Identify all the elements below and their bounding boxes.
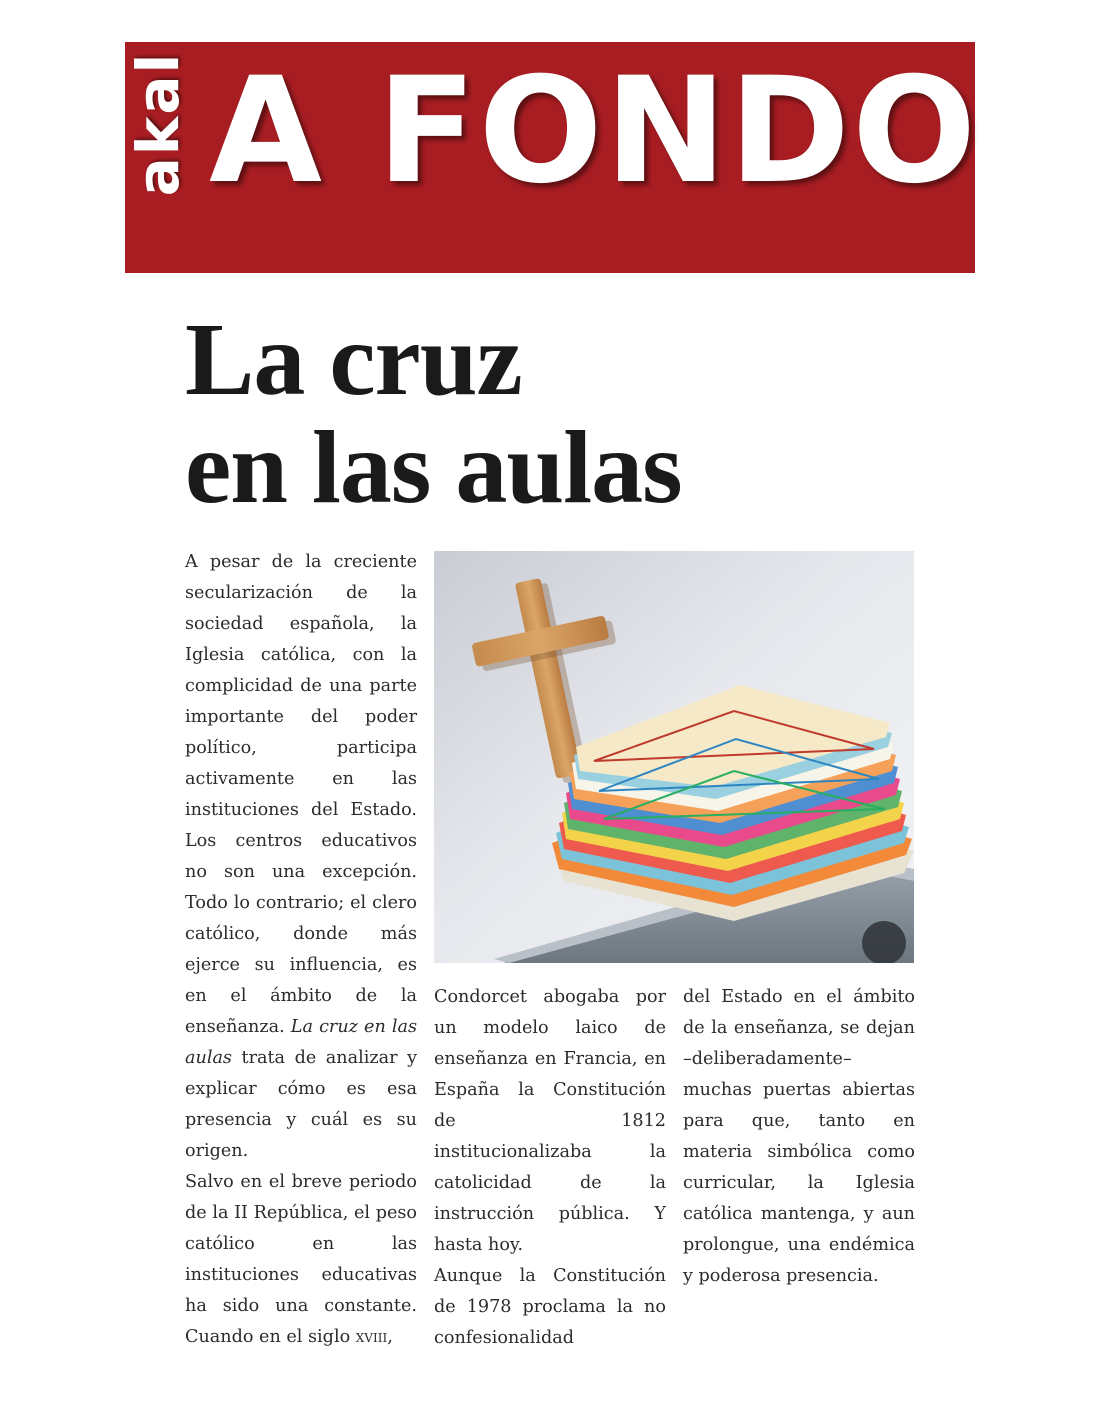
blurb-book-title: La cruz en las aulas — [185, 1017, 418, 1068]
book-title-line-1: La cruz — [185, 302, 522, 417]
blurb-paragraph-2-end: Condorcet abogaba por un modelo laico de enseñanza en Francia, en España la Constitución de 1812 institucionalizaba la catolicidad de la instrucción pública. Y hasta hoy. — [434, 987, 666, 1255]
blurb-p1-intro: A pesar de la creciente secularización de la sociedad española, la Iglesia católica, con la complicidad de una parte importante del poder político, participa activamente en las instituciones del Estado. Los centros educativos no son una excepción. Todo lo contrario; el clero católico, donde más ejerce su influencia, es en el ámbito de la enseñanza. — [185, 552, 417, 1037]
book-title — [185, 302, 682, 525]
cover-photo — [434, 551, 914, 963]
blurb-column-2 — [434, 982, 666, 1354]
book-title-line-2: en las aulas — [185, 410, 682, 525]
blurb-column-3 — [683, 982, 915, 1292]
blurb-column-1 — [185, 547, 417, 1353]
series-title: A FONDO — [209, 46, 979, 216]
blurb-paragraph-1 — [185, 547, 417, 1167]
blurb-p1-end: trata de analizar y explicar cómo es esa presencia y cuál es su origen. — [185, 1048, 418, 1161]
blurb-paragraph-2-start: Salvo en el breve periodo de la II República, el peso católico en las instituciones educativas ha sido una constante. Cuando en el siglo xviii, — [185, 1172, 417, 1347]
blurb-p2-col1: Salvo en el breve periodo de la II República, el peso católico en las instituciones educativas ha sido una constante. Cuando en el siglo — [185, 1172, 417, 1347]
blurb-paragraph-3-end: del Estado en el ámbito de la enseñanza, se dejan –deliberadamente– muchas puertas abiertas para que, tanto en materia simbólica como curricular, la Iglesia católica mantenga, y aun prolongue, una endémica y poderosa presencia. — [683, 987, 915, 1286]
publisher-name: akal — [124, 51, 192, 197]
blurb-century: xviii — [355, 1327, 388, 1347]
blurb-paragraph-3-start: Aunque la Constitución de 1978 proclama la no confesionalidad — [434, 1266, 666, 1348]
